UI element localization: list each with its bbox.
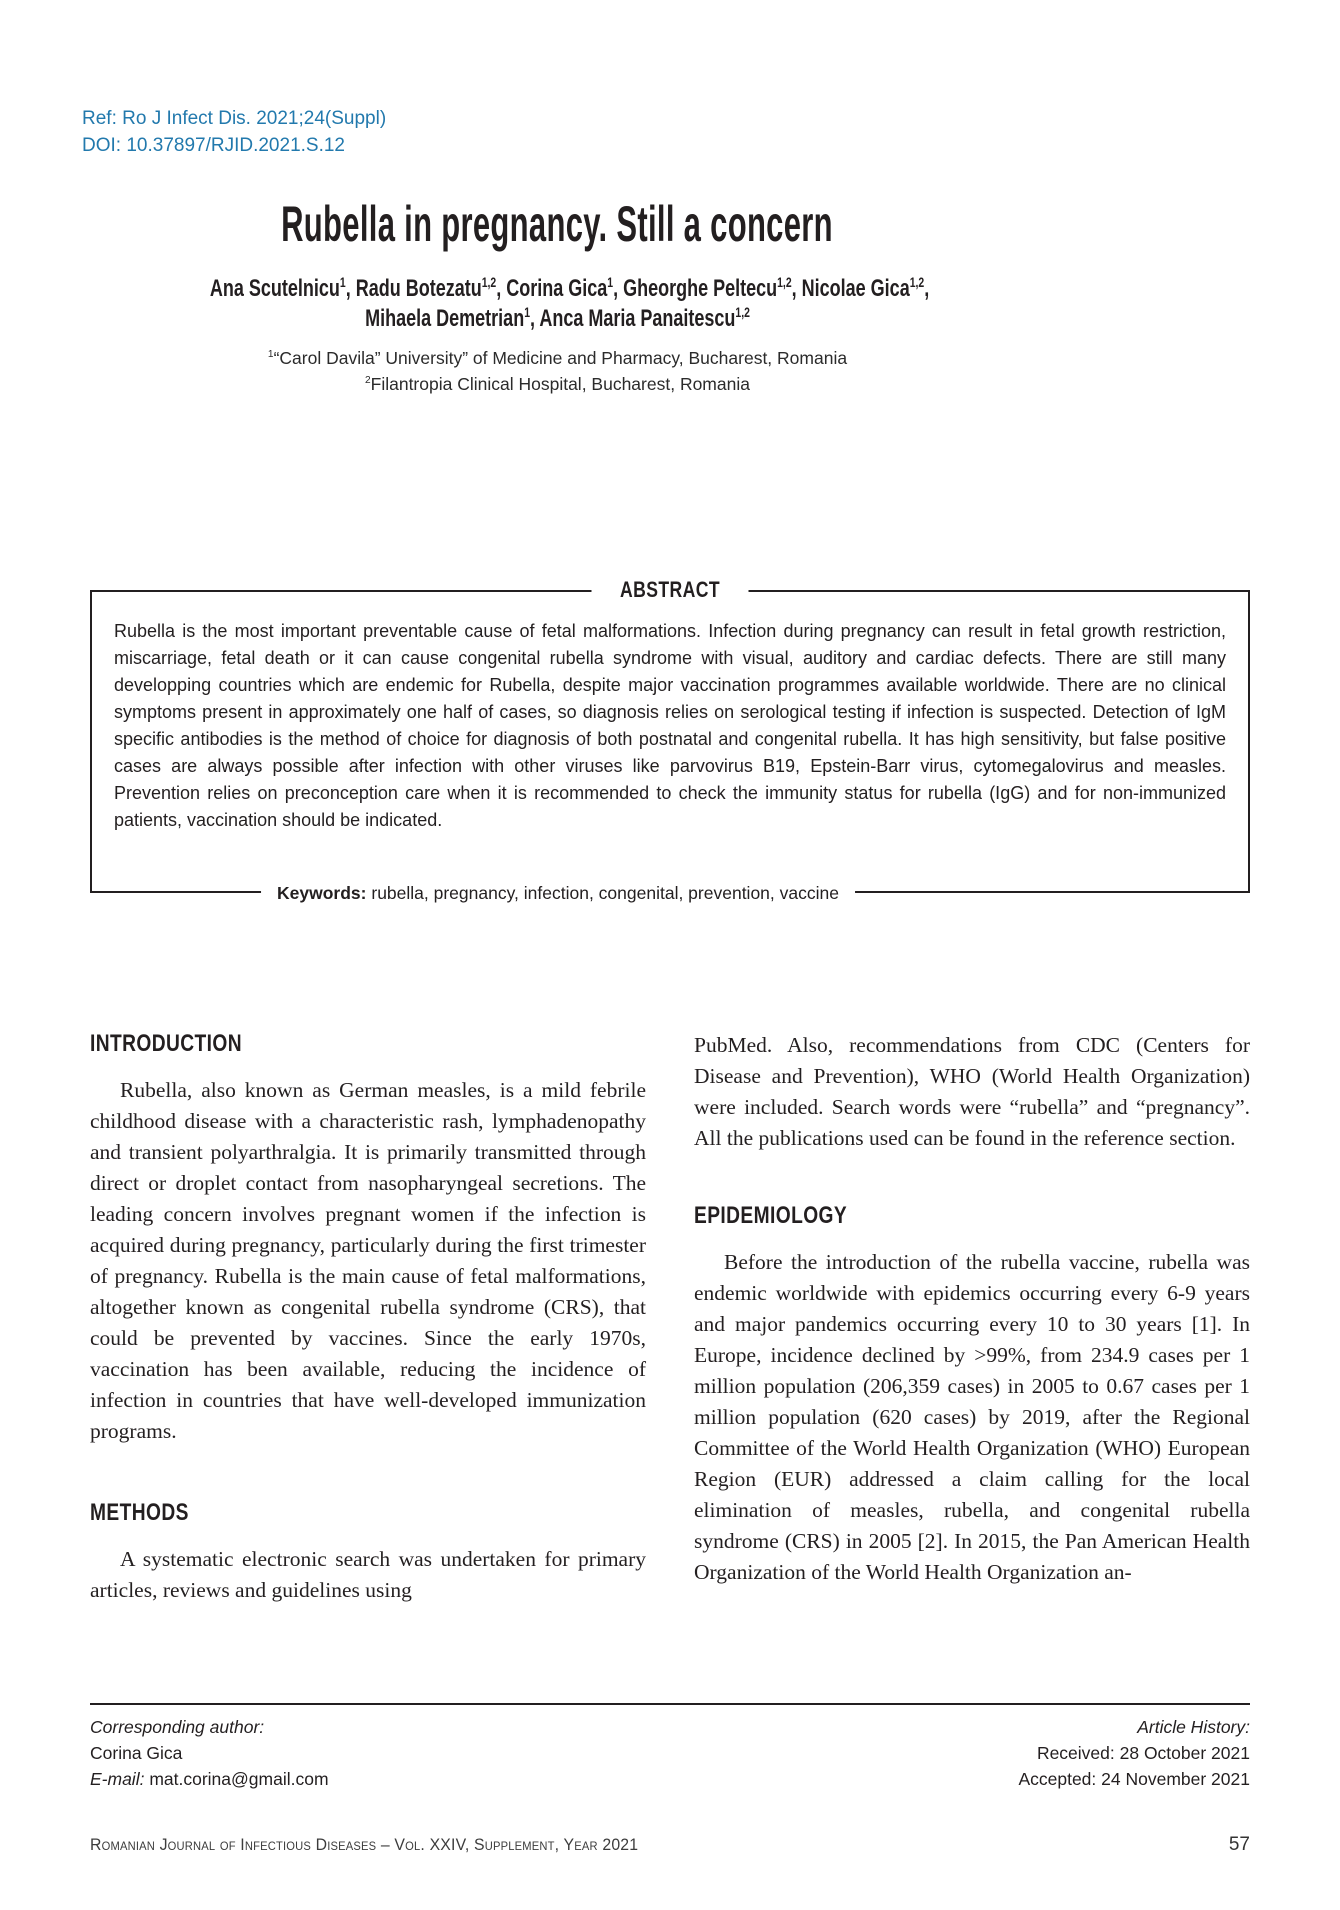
accepted-date: Accepted: 24 November 2021 — [1018, 1769, 1250, 1789]
methods-paragraph: A systematic electronic search was undertaken for primary articles, reviews and guidelines using — [90, 1547, 646, 1602]
abstract-heading: ABSTRACT — [592, 576, 749, 604]
authors-block — [90, 275, 1025, 335]
right-column — [694, 1030, 1250, 1606]
keywords-label: Keywords: — [277, 883, 367, 903]
article-body — [90, 1030, 1250, 1606]
methods-paragraph-continuation: PubMed. Also, recommendations from CDC (Centers for Disease and Prevention), WHO (World Health Organization) were included. Search words were “rubella” and “pregnancy”. All the publications used can be found in the reference section. — [694, 1033, 1250, 1150]
received-date: Received: 28 October 2021 — [1036, 1743, 1250, 1763]
journal-footer — [90, 1834, 1250, 1856]
footer-divider — [90, 1703, 1250, 1705]
corresponding-author-name: Corina Gica — [90, 1743, 183, 1763]
corresponding-author-label: Corresponding author: — [90, 1717, 265, 1737]
abstract-box — [90, 577, 1250, 903]
corresponding-author-email — [90, 1766, 329, 1792]
page-title-text: Rubella in pregnancy. Still a concern — [281, 196, 834, 252]
section-heading-methods: METHODS — [90, 1499, 189, 1526]
keywords-line — [261, 880, 855, 906]
affiliation-1: $^1$“Carol Davila” University” of Medicine and Pharmacy, Bucharest, Romania — [267, 348, 848, 368]
affiliation-2: $^2$Filantropia Clinical Hospital, Bucharest, Romania — [365, 374, 750, 394]
reference-block — [82, 105, 386, 159]
footer-meta — [90, 1714, 1250, 1792]
epidemiology-paragraph: Before the introduction of the rubella vaccine, rubella was endemic worldwide with epidemics occurring every 6-9 years and major pandemics occurring every 10 to 30 years [1]. In Europe, incidence declined by >99%, from 234.9 cases per 1 million population (206,359 cases) in 2005 to 0.67 cases per 1 million population (620 cases) by 2019, after the Regional Committee of the World Health Organization (WHO) European Region (EUR) addressed a claim calling for the local elimination of measles, rubella, and congenital rubella syndrome (CRS) in 2005 [2]. In 2015, the Pan American Health Organization of the World Health Organization an- — [694, 1250, 1250, 1584]
affiliations-block — [90, 345, 1025, 397]
left-column — [90, 1030, 646, 1606]
doi-line: DOI: 10.37897/RJID.2021.S.12 — [82, 135, 345, 156]
article-header — [90, 195, 1025, 397]
email-label: E-mail: — [90, 1769, 145, 1789]
introduction-paragraph: Rubella, also known as German measles, is a mild febrile childhood disease with a characteristic rash, lymphadenopathy and transient polyarthralgia. It is primarily transmitted through direct or droplet contact from nasopharyngeal secretions. The leading concern involves pregnant women if the infection is acquired during pregnancy, particularly during the first trimester of pregnancy. Rubella is the main cause of fetal malformations, altogether known as congenital rubella syndrome (CRS), that could be prevented by vaccines. Since the early 1970s, vaccination has been available, reducing the incidence of infection in countries that have well-developed immunization programs. — [90, 1078, 646, 1443]
authors-line-2: Mihaela Demetrian$^1$, Anca Maria Panaitescu$^{1,2}$ — [365, 304, 750, 332]
corresponding-author-block — [90, 1714, 329, 1792]
authors-line-1: Ana Scutelnicu$^1$, Radu Botezatu$^{1,2}$, Corina Gica$^1$, Gheorghe Peltecu$^{1,2}$, Nicolae Gica$^{1,2}$, — [209, 274, 930, 302]
keywords-text: rubella, pregnancy, infection, congenital, prevention, vaccine — [366, 883, 839, 903]
article-history-label: Article History: — [1137, 1717, 1250, 1737]
article-history-block — [1018, 1714, 1250, 1792]
email-value: mat.corina@gmail.com — [144, 1769, 329, 1789]
page-number: 57 — [1228, 1834, 1250, 1855]
journal-name: Romanian Journal of Infectious Diseases – Vol. XXIV, Supplement, Year 2021 — [90, 1835, 639, 1854]
section-heading-epidemiology: EPIDEMIOLOGY — [694, 1202, 848, 1229]
page-title — [90, 195, 1025, 251]
abstract-text: Rubella is the most important preventable cause of fetal malformations. Infection during pregnancy can result in fetal growth restriction, miscarriage, fetal death or it can cause congenital rubella syndrome with visual, auditory and cardiac defects. There are still many developping countries which are endemic for Rubella, despite major vaccination programmes available worldwide. There are no clinical symptoms present in approximately one half of cases, so diagnosis relies on serological testing if infection is suspected. Detection of IgM specific antibodies is the method of choice for diagnosis of both postnatal and congenital rubella. It has high sensitivity, but false positive cases are always possible after infection with other viruses like parvovirus B19, Epstein-Barr virus, cytomegalovirus and measles. Prevention relies on preconception care when it is recommended to check the immunity status for rubella (IgG) and for non-immunized patients, vaccination should be indicated. — [114, 621, 1226, 830]
reference-line: Ref: Ro J Infect Dis. 2021;24(Suppl) — [82, 108, 387, 129]
section-heading-introduction: INTRODUCTION — [90, 1030, 242, 1057]
